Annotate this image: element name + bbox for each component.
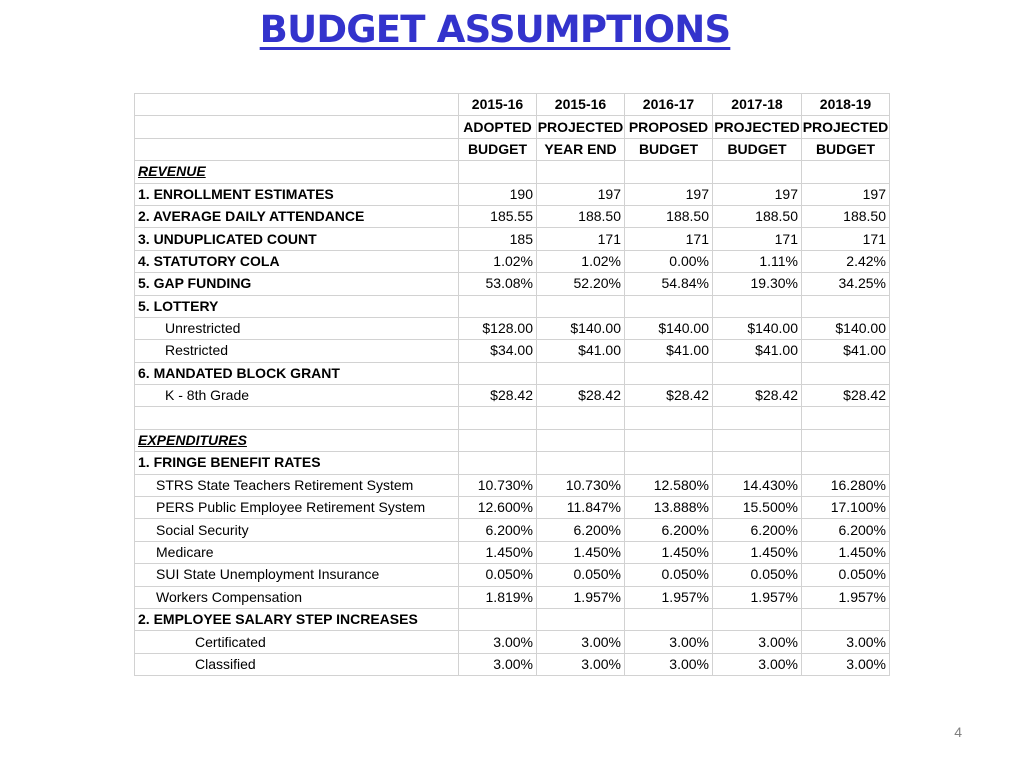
row-label: Certificated xyxy=(135,631,459,653)
value-cell xyxy=(713,407,802,429)
row-label: K - 8th Grade xyxy=(135,385,459,407)
row-label: SUI State Unemployment Insurance xyxy=(135,564,459,586)
value-cell xyxy=(537,429,625,451)
column-header-cell: BUDGET xyxy=(459,138,537,160)
column-header-cell: 2015-16 xyxy=(459,94,537,116)
value-cell: 6.200% xyxy=(713,519,802,541)
value-cell: 6.200% xyxy=(537,519,625,541)
column-header-cell: 2016-17 xyxy=(625,94,713,116)
value-cell: 197 xyxy=(537,183,625,205)
value-cell xyxy=(537,407,625,429)
value-cell xyxy=(459,295,537,317)
value-cell: 1.450% xyxy=(713,541,802,563)
value-cell: $140.00 xyxy=(802,317,890,339)
value-cell: 3.00% xyxy=(802,631,890,653)
value-cell: $41.00 xyxy=(802,340,890,362)
row-label: STRS State Teachers Retirement System xyxy=(135,474,459,496)
table-row xyxy=(135,541,890,563)
value-cell: 1.450% xyxy=(625,541,713,563)
value-cell xyxy=(459,407,537,429)
value-cell: $140.00 xyxy=(537,317,625,339)
value-cell xyxy=(625,161,713,183)
table-body xyxy=(135,161,890,676)
value-cell: 2.42% xyxy=(802,250,890,272)
row-label: Restricted xyxy=(135,340,459,362)
value-cell: 0.050% xyxy=(537,564,625,586)
column-header-cell: YEAR END xyxy=(537,138,625,160)
table-row xyxy=(135,564,890,586)
value-cell xyxy=(802,362,890,384)
column-header-cell: BUDGET xyxy=(713,138,802,160)
value-cell: 1.957% xyxy=(802,586,890,608)
table-row xyxy=(135,519,890,541)
header-row xyxy=(135,94,890,116)
header-row xyxy=(135,138,890,160)
row-label: 2. AVERAGE DAILY ATTENDANCE xyxy=(135,205,459,227)
value-cell: 185.55 xyxy=(459,205,537,227)
table-row xyxy=(135,429,890,451)
row-label: 2. EMPLOYEE SALARY STEP INCREASES xyxy=(135,608,459,630)
value-cell xyxy=(713,429,802,451)
value-cell xyxy=(713,161,802,183)
budget-assumptions-table xyxy=(134,93,890,676)
column-header-cell: BUDGET xyxy=(625,138,713,160)
column-header-cell: PROPOSED xyxy=(625,116,713,138)
table-row xyxy=(135,295,890,317)
column-header-cell: PROJECTED xyxy=(802,116,890,138)
value-cell xyxy=(459,429,537,451)
value-cell: 0.050% xyxy=(802,564,890,586)
value-cell: 1.450% xyxy=(459,541,537,563)
column-header-cell: 2018-19 xyxy=(802,94,890,116)
value-cell: 16.280% xyxy=(802,474,890,496)
value-cell: 19.30% xyxy=(713,273,802,295)
table-row xyxy=(135,452,890,474)
value-cell xyxy=(459,362,537,384)
row-label: 5. GAP FUNDING xyxy=(135,273,459,295)
value-cell xyxy=(802,407,890,429)
value-cell: 3.00% xyxy=(802,653,890,675)
value-cell xyxy=(625,407,713,429)
value-cell: 1.450% xyxy=(802,541,890,563)
value-cell xyxy=(802,161,890,183)
value-cell xyxy=(625,295,713,317)
value-cell: 14.430% xyxy=(713,474,802,496)
row-label xyxy=(135,407,459,429)
table-row xyxy=(135,474,890,496)
header-row xyxy=(135,116,890,138)
value-cell: 171 xyxy=(713,228,802,250)
value-cell: 0.050% xyxy=(713,564,802,586)
value-cell: $140.00 xyxy=(625,317,713,339)
column-header-cell: ADOPTED xyxy=(459,116,537,138)
value-cell xyxy=(713,608,802,630)
row-label: EXPENDITURES xyxy=(135,429,459,451)
table-row xyxy=(135,385,890,407)
row-label: 5. LOTTERY xyxy=(135,295,459,317)
table-row xyxy=(135,608,890,630)
table-header xyxy=(135,94,890,161)
value-cell: $28.42 xyxy=(625,385,713,407)
value-cell: 6.200% xyxy=(459,519,537,541)
value-cell xyxy=(625,362,713,384)
value-cell: 52.20% xyxy=(537,273,625,295)
table-row xyxy=(135,228,890,250)
value-cell: 53.08% xyxy=(459,273,537,295)
value-cell: 1.819% xyxy=(459,586,537,608)
value-cell xyxy=(802,452,890,474)
value-cell: 185 xyxy=(459,228,537,250)
row-label: Medicare xyxy=(135,541,459,563)
value-cell: 15.500% xyxy=(713,497,802,519)
value-cell: 190 xyxy=(459,183,537,205)
value-cell: $28.42 xyxy=(459,385,537,407)
column-header-cell: BUDGET xyxy=(802,138,890,160)
value-cell: 3.00% xyxy=(625,631,713,653)
value-cell xyxy=(459,161,537,183)
value-cell xyxy=(625,452,713,474)
column-header-cell: 2015-16 xyxy=(537,94,625,116)
column-header-cell: PROJECTED xyxy=(537,116,625,138)
value-cell: $140.00 xyxy=(713,317,802,339)
value-cell: 171 xyxy=(625,228,713,250)
row-label: Social Security xyxy=(135,519,459,541)
value-cell: 1.957% xyxy=(713,586,802,608)
table-row xyxy=(135,183,890,205)
value-cell: 3.00% xyxy=(459,631,537,653)
value-cell: 197 xyxy=(713,183,802,205)
value-cell: 1.450% xyxy=(537,541,625,563)
value-cell xyxy=(537,608,625,630)
header-blank-cell xyxy=(135,116,459,138)
column-header-cell: PROJECTED xyxy=(713,116,802,138)
value-cell xyxy=(713,295,802,317)
value-cell: 197 xyxy=(802,183,890,205)
row-label: Unrestricted xyxy=(135,317,459,339)
value-cell: 171 xyxy=(802,228,890,250)
header-blank-cell xyxy=(135,94,459,116)
value-cell: 11.847% xyxy=(537,497,625,519)
value-cell: 10.730% xyxy=(459,474,537,496)
value-cell xyxy=(802,608,890,630)
value-cell: 3.00% xyxy=(625,653,713,675)
value-cell xyxy=(625,429,713,451)
table-row xyxy=(135,340,890,362)
value-cell xyxy=(537,161,625,183)
value-cell: $28.42 xyxy=(713,385,802,407)
value-cell: 171 xyxy=(537,228,625,250)
value-cell xyxy=(713,362,802,384)
row-label: 1. FRINGE BENEFIT RATES xyxy=(135,452,459,474)
value-cell: 188.50 xyxy=(625,205,713,227)
value-cell xyxy=(459,608,537,630)
value-cell: 1.02% xyxy=(537,250,625,272)
value-cell xyxy=(625,608,713,630)
value-cell: 197 xyxy=(625,183,713,205)
value-cell: $28.42 xyxy=(802,385,890,407)
table-row xyxy=(135,205,890,227)
table-row xyxy=(135,317,890,339)
value-cell xyxy=(713,452,802,474)
page-title: BUDGET ASSUMPTIONS xyxy=(259,8,731,51)
table-row xyxy=(135,250,890,272)
value-cell: 3.00% xyxy=(713,631,802,653)
value-cell: 1.957% xyxy=(625,586,713,608)
row-label: 4. STATUTORY COLA xyxy=(135,250,459,272)
table-row xyxy=(135,407,890,429)
value-cell: 188.50 xyxy=(537,205,625,227)
value-cell: $41.00 xyxy=(537,340,625,362)
value-cell: 188.50 xyxy=(802,205,890,227)
value-cell: 3.00% xyxy=(713,653,802,675)
row-label: PERS Public Employee Retirement System xyxy=(135,497,459,519)
value-cell: 1.11% xyxy=(713,250,802,272)
row-label: 3. UNDUPLICATED COUNT xyxy=(135,228,459,250)
row-label: Classified xyxy=(135,653,459,675)
value-cell xyxy=(459,452,537,474)
value-cell: $41.00 xyxy=(713,340,802,362)
value-cell: $34.00 xyxy=(459,340,537,362)
table-row xyxy=(135,586,890,608)
value-cell xyxy=(537,452,625,474)
row-label: Workers Compensation xyxy=(135,586,459,608)
value-cell: 0.050% xyxy=(459,564,537,586)
table-row xyxy=(135,653,890,675)
value-cell xyxy=(537,362,625,384)
table-row xyxy=(135,362,890,384)
table-row xyxy=(135,497,890,519)
header-blank-cell xyxy=(135,138,459,160)
column-header-cell: 2017-18 xyxy=(713,94,802,116)
value-cell: 12.580% xyxy=(625,474,713,496)
value-cell: 3.00% xyxy=(459,653,537,675)
value-cell: 188.50 xyxy=(713,205,802,227)
value-cell: 54.84% xyxy=(625,273,713,295)
value-cell: 13.888% xyxy=(625,497,713,519)
value-cell xyxy=(537,295,625,317)
row-label: 1. ENROLLMENT ESTIMATES xyxy=(135,183,459,205)
value-cell: 6.200% xyxy=(802,519,890,541)
value-cell: 12.600% xyxy=(459,497,537,519)
value-cell xyxy=(802,429,890,451)
table-row xyxy=(135,161,890,183)
table-row xyxy=(135,273,890,295)
value-cell: 0.00% xyxy=(625,250,713,272)
value-cell: $128.00 xyxy=(459,317,537,339)
table-row xyxy=(135,631,890,653)
value-cell: 34.25% xyxy=(802,273,890,295)
value-cell: 10.730% xyxy=(537,474,625,496)
value-cell: 3.00% xyxy=(537,631,625,653)
value-cell: $41.00 xyxy=(625,340,713,362)
page-number: 4 xyxy=(954,724,962,740)
row-label: 6. MANDATED BLOCK GRANT xyxy=(135,362,459,384)
value-cell: 1.02% xyxy=(459,250,537,272)
value-cell xyxy=(802,295,890,317)
value-cell: 6.200% xyxy=(625,519,713,541)
row-label: REVENUE xyxy=(135,161,459,183)
value-cell: $28.42 xyxy=(537,385,625,407)
value-cell: 1.957% xyxy=(537,586,625,608)
value-cell: 0.050% xyxy=(625,564,713,586)
value-cell: 3.00% xyxy=(537,653,625,675)
value-cell: 17.100% xyxy=(802,497,890,519)
